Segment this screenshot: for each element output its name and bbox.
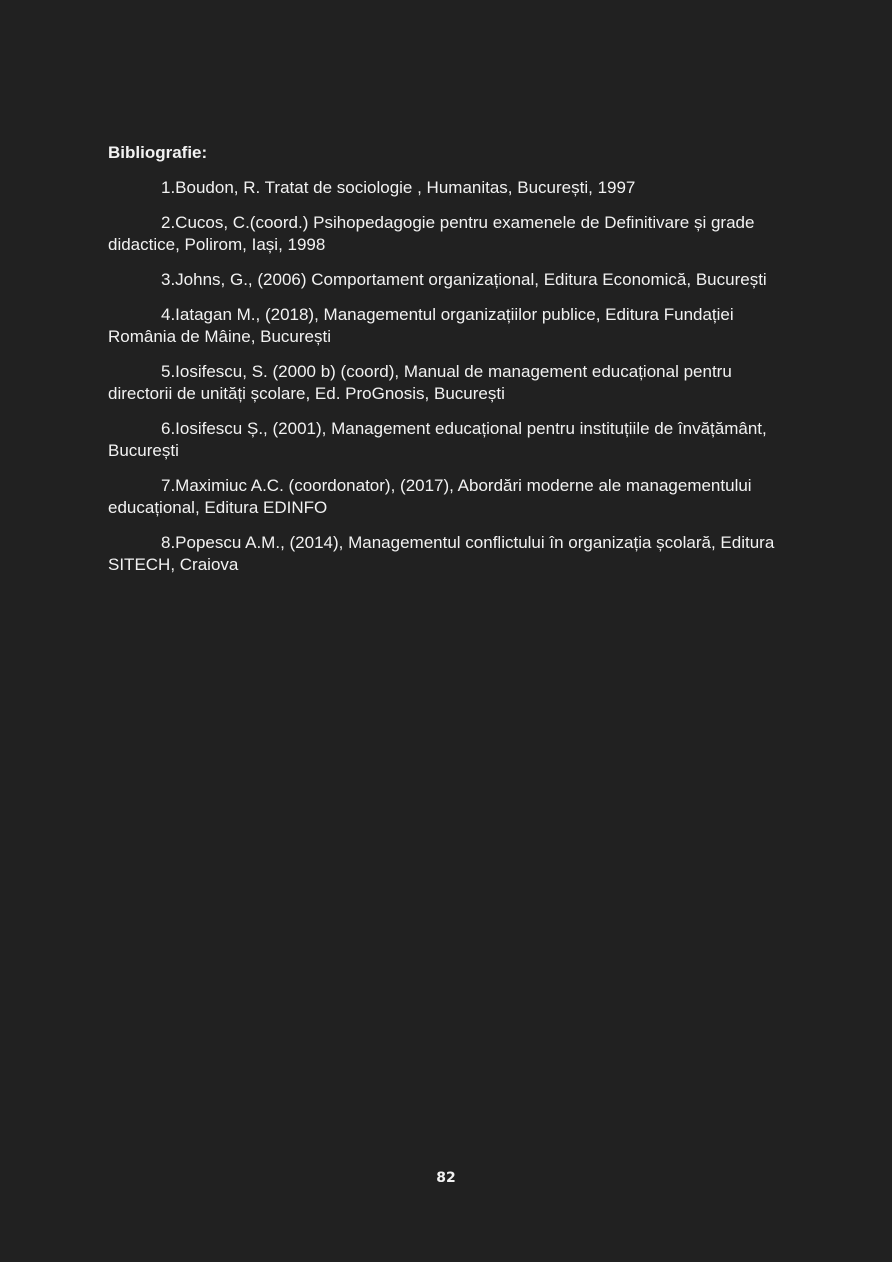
reference-item: 2.Cucos, C.(coord.) Psihopedagogie pentru examenele de Definitivare și grade didactice, Polirom, Iași, 1998 xyxy=(108,213,755,254)
page-number: 82 xyxy=(436,1170,456,1186)
reference-item: 7.Maximiuc A.C. (coordonator), (2017), Abordări moderne ale managementului educațional, Editura EDINFO xyxy=(108,476,752,517)
reference-item: 3.Johns, G., (2006) Comportament organizațional, Editura Economică, București xyxy=(161,270,767,289)
reference-list xyxy=(108,177,778,576)
reference-item: 8.Popescu A.M., (2014), Managementul conflictului în organizația școlară, Editura SITECH, Craiova xyxy=(108,533,775,574)
reference-item: 1.Boudon, R. Tratat de sociologie , Humanitas, București, 1997 xyxy=(161,178,636,197)
bibliography-section xyxy=(108,142,778,589)
reference-item: 5.Iosifescu, S. (2000 b) (coord), Manual de management educațional pentru directorii de unități școlare, Ed. ProGnosis, București xyxy=(108,362,732,403)
bibliography-heading: Bibliografie: xyxy=(108,143,208,162)
reference-item: 6.Iosifescu Ș., (2001), Management educațional pentru instituțiile de învățământ, București xyxy=(108,419,767,460)
reference-item: 4.Iatagan M., (2018), Managementul organizațiilor publice, Editura Fundației România de Mâine, București xyxy=(108,305,734,346)
